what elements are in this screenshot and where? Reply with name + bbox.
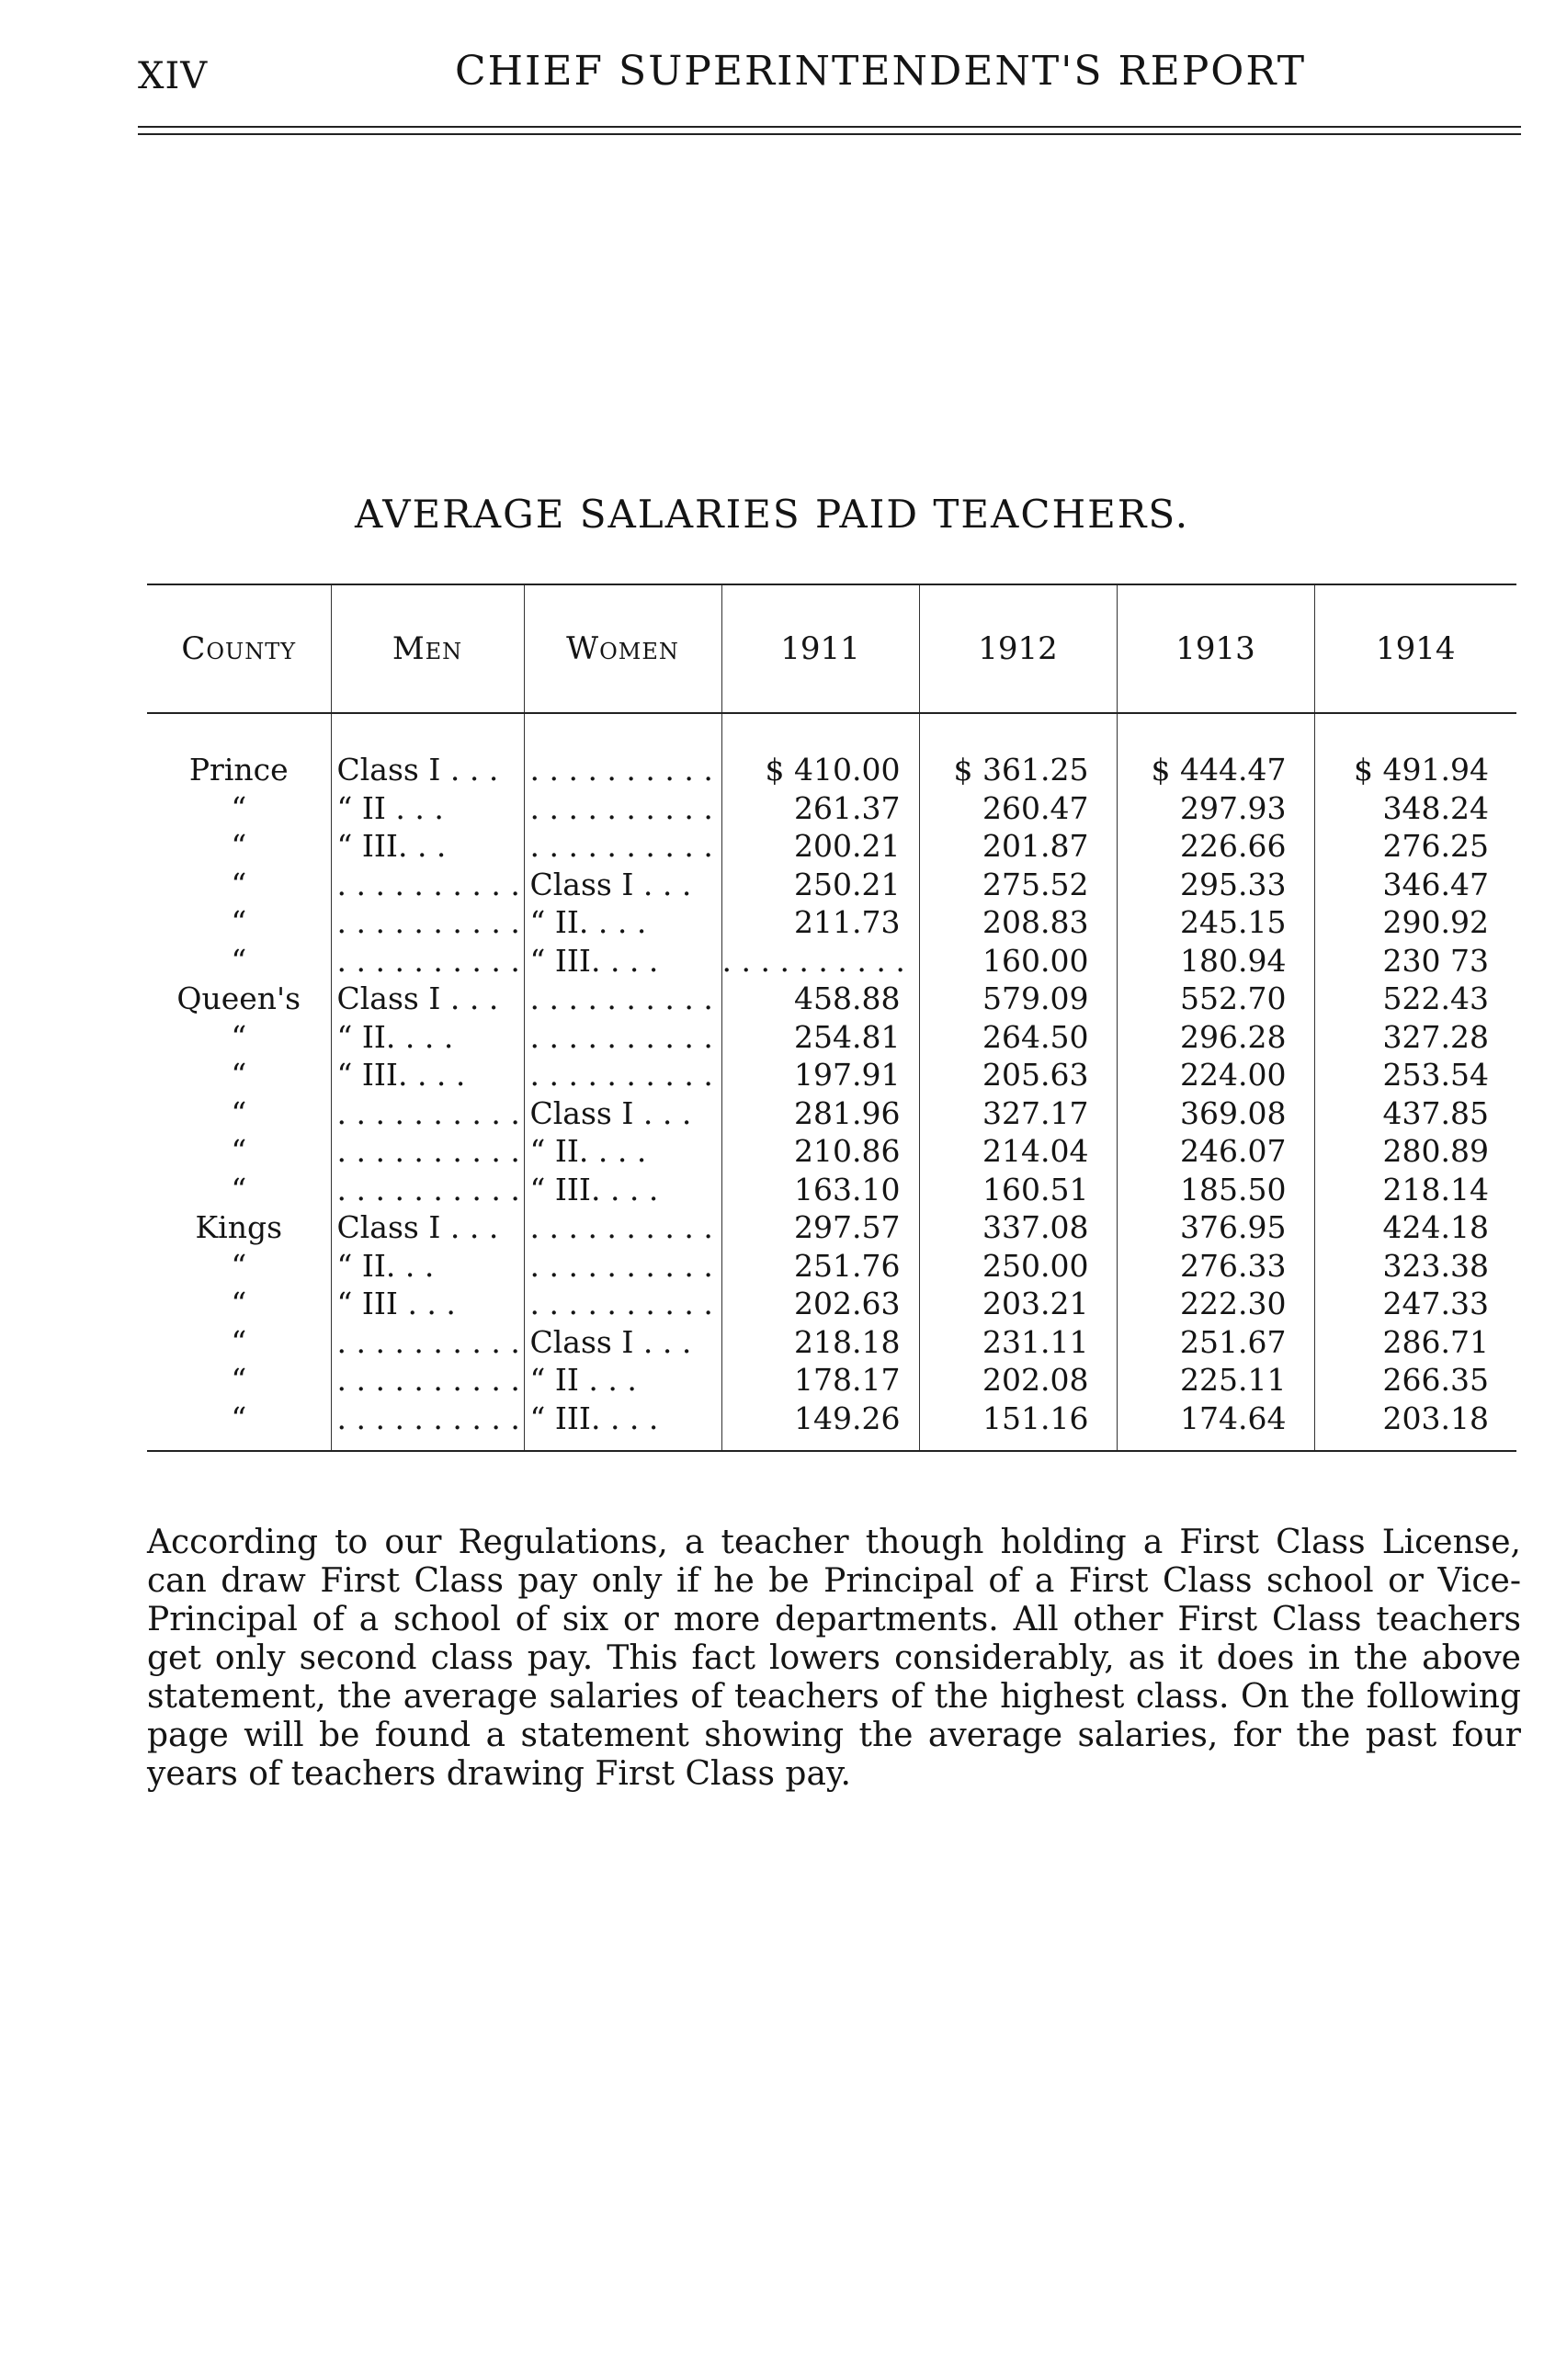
- cell-1911: 197.91: [721, 1056, 919, 1094]
- cell-men: “ II . . .: [331, 789, 524, 828]
- cell-1912: 264.50: [919, 1018, 1117, 1057]
- cell-1912: 250.00: [919, 1247, 1117, 1286]
- table-header-row: [147, 584, 1516, 713]
- table-row: [147, 1094, 1516, 1133]
- salary-table: [147, 584, 1516, 1452]
- header-men: Men: [331, 584, 524, 713]
- cell-1914: 346.47: [1314, 866, 1516, 904]
- cell-1914: 286.71: [1314, 1323, 1516, 1362]
- cell-county: “: [231, 904, 247, 940]
- cell-1914: 203.18: [1314, 1400, 1516, 1452]
- table-row: [147, 1361, 1516, 1400]
- cell-1912: 214.04: [919, 1132, 1117, 1171]
- cell-women: Class I . . .: [524, 1094, 721, 1133]
- cell-county: “: [231, 1094, 247, 1131]
- table-row: [147, 1056, 1516, 1094]
- cell-1913: 295.33: [1117, 866, 1314, 904]
- salary-table-container: [147, 584, 1516, 1452]
- cell-1911: $ 410.00: [721, 713, 919, 789]
- cell-women: . . . . . . . . . .: [524, 789, 721, 828]
- cell-men: . . . . . . . . . .: [331, 1094, 524, 1133]
- cell-1914: 424.18: [1314, 1208, 1516, 1247]
- cell-1912: 160.51: [919, 1171, 1117, 1209]
- cell-1912: 151.16: [919, 1400, 1117, 1452]
- table-row: [147, 1132, 1516, 1171]
- cell-1912: 160.00: [919, 942, 1117, 980]
- header-rule: [138, 126, 1521, 135]
- cell-men: . . . . . . . . . .: [331, 942, 524, 980]
- cell-men: . . . . . . . . . .: [331, 1171, 524, 1209]
- table-row: [147, 1323, 1516, 1362]
- cell-county: Queen's: [176, 980, 301, 1016]
- cell-1912: 275.52: [919, 866, 1117, 904]
- table-row: [147, 789, 1516, 828]
- header-1914: 1914: [1314, 584, 1516, 713]
- cell-women: . . . . . . . . . .: [524, 980, 721, 1018]
- cell-1914: 276.25: [1314, 827, 1516, 866]
- cell-men: Class I . . .: [331, 1208, 524, 1247]
- table-row: [147, 903, 1516, 942]
- cell-men: Class I . . .: [331, 980, 524, 1018]
- cell-1911: 211.73: [721, 903, 919, 942]
- cell-1911: 163.10: [721, 1171, 919, 1209]
- header-women: Women: [524, 584, 721, 713]
- cell-women: “ II . . .: [524, 1361, 721, 1400]
- cell-women: . . . . . . . . . .: [524, 1056, 721, 1094]
- cell-1911: . . . . . . . . . .: [721, 942, 919, 980]
- cell-women: “ III. . . .: [524, 942, 721, 980]
- cell-1912: 231.11: [919, 1323, 1117, 1362]
- cell-1914: 247.33: [1314, 1285, 1516, 1323]
- cell-1913: 297.93: [1117, 789, 1314, 828]
- cell-1911: 200.21: [721, 827, 919, 866]
- table-row: [147, 1018, 1516, 1057]
- cell-1911: 458.88: [721, 980, 919, 1018]
- running-head: [138, 48, 1516, 103]
- cell-women: . . . . . . . . . .: [524, 713, 721, 789]
- cell-1912: 337.08: [919, 1208, 1117, 1247]
- cell-1911: 178.17: [721, 1361, 919, 1400]
- table-row: [147, 827, 1516, 866]
- cell-men: . . . . . . . . . .: [331, 1361, 524, 1400]
- header-1912: 1912: [919, 584, 1117, 713]
- cell-county: “: [231, 1171, 247, 1207]
- cell-1914: 323.38: [1314, 1247, 1516, 1286]
- table-row: [147, 866, 1516, 904]
- cell-1911: 202.63: [721, 1285, 919, 1323]
- cell-1912: $ 361.25: [919, 713, 1117, 789]
- cell-county: “: [231, 1018, 247, 1055]
- table-row: [147, 1171, 1516, 1209]
- cell-1913: 222.30: [1117, 1285, 1314, 1323]
- cell-1913: 251.67: [1117, 1323, 1314, 1362]
- table-body: [147, 713, 1516, 1451]
- cell-1912: 208.83: [919, 903, 1117, 942]
- cell-1912: 202.08: [919, 1361, 1117, 1400]
- cell-women: . . . . . . . . . .: [524, 1208, 721, 1247]
- cell-1912: 205.63: [919, 1056, 1117, 1094]
- table-row: [147, 713, 1516, 789]
- table-row: [147, 1208, 1516, 1247]
- cell-women: . . . . . . . . . .: [524, 1247, 721, 1286]
- cell-1913: 185.50: [1117, 1171, 1314, 1209]
- cell-1911: 261.37: [721, 789, 919, 828]
- cell-1914: 253.54: [1314, 1056, 1516, 1094]
- cell-1914: 280.89: [1314, 1132, 1516, 1171]
- body-paragraph: According to our Regulations, a teacher though holding a First Class License, can draw First Class pay only if he be Principal of a First Class school or Vice-Principal of a school of six or more departments. All other First Class teachers get only second class pay. This fact lowers considerably, as it does in the above statement, the average salaries of teachers of the highest class. On the following page will be found a statement showing the average salaries, for the past four years of teachers drawing First Class pay.: [147, 1524, 1521, 1793]
- cell-men: . . . . . . . . . .: [331, 1323, 524, 1362]
- table-row: [147, 942, 1516, 980]
- cell-1913: 224.00: [1117, 1056, 1314, 1094]
- cell-women: Class I . . .: [524, 866, 721, 904]
- cell-1911: 250.21: [721, 866, 919, 904]
- cell-1911: 210.86: [721, 1132, 919, 1171]
- cell-1913: 226.66: [1117, 827, 1314, 866]
- cell-county: Prince: [188, 752, 289, 788]
- cell-women: “ II. . . .: [524, 903, 721, 942]
- cell-men: Class I . . .: [331, 713, 524, 789]
- cell-county: “: [231, 1247, 247, 1284]
- cell-county: “: [231, 789, 247, 826]
- cell-men: . . . . . . . . . .: [331, 903, 524, 942]
- cell-1913: 276.33: [1117, 1247, 1314, 1286]
- cell-1911: 149.26: [721, 1400, 919, 1452]
- cell-1914: 266.35: [1314, 1361, 1516, 1400]
- cell-1911: 254.81: [721, 1018, 919, 1057]
- cell-1913: 369.08: [1117, 1094, 1314, 1133]
- cell-1913: 174.64: [1117, 1400, 1314, 1452]
- cell-1913: 246.07: [1117, 1132, 1314, 1171]
- cell-women: “ III. . . .: [524, 1171, 721, 1209]
- cell-1913: $ 444.47: [1117, 713, 1314, 789]
- cell-1914: 437.85: [1314, 1094, 1516, 1133]
- cell-1912: 203.21: [919, 1285, 1117, 1323]
- cell-1914: $ 491.94: [1314, 713, 1516, 789]
- cell-1911: 297.57: [721, 1208, 919, 1247]
- cell-1913: 296.28: [1117, 1018, 1314, 1057]
- cell-women: . . . . . . . . . .: [524, 1285, 721, 1323]
- cell-women: “ III. . . .: [524, 1400, 721, 1452]
- cell-county: “: [231, 1323, 247, 1360]
- cell-1912: 579.09: [919, 980, 1117, 1018]
- cell-county: “: [231, 1286, 247, 1321]
- page-number: XIV: [138, 55, 209, 97]
- cell-men: “ III. . .: [331, 827, 524, 866]
- cell-1911: 251.76: [721, 1247, 919, 1286]
- cell-1914: 290.92: [1314, 903, 1516, 942]
- cell-men: “ III . . .: [331, 1285, 524, 1323]
- cell-1913: 180.94: [1117, 942, 1314, 980]
- cell-men: “ II. . . .: [331, 1018, 524, 1057]
- cell-1912: 260.47: [919, 789, 1117, 828]
- cell-1914: 327.28: [1314, 1018, 1516, 1057]
- header-1911: 1911: [721, 584, 919, 713]
- table-row: [147, 1400, 1516, 1452]
- cell-women: . . . . . . . . . .: [524, 1018, 721, 1057]
- cell-1913: 225.11: [1117, 1361, 1314, 1400]
- cell-1912: 327.17: [919, 1094, 1117, 1133]
- cell-1914: 230 73: [1314, 942, 1516, 980]
- table-row: [147, 1285, 1516, 1323]
- header-county: County: [147, 584, 331, 713]
- cell-1914: 348.24: [1314, 789, 1516, 828]
- cell-1911: 281.96: [721, 1094, 919, 1133]
- cell-men: . . . . . . . . . .: [331, 1400, 524, 1452]
- cell-men: “ III. . . .: [331, 1056, 524, 1094]
- table-row: [147, 980, 1516, 1018]
- header-title: CHIEF SUPERINTENDENT'S REPORT: [455, 48, 1307, 95]
- cell-women: “ II. . . .: [524, 1132, 721, 1171]
- cell-1912: 201.87: [919, 827, 1117, 866]
- cell-1914: 218.14: [1314, 1171, 1516, 1209]
- cell-county: “: [231, 1057, 247, 1093]
- cell-county: “: [231, 828, 247, 864]
- cell-1913: 376.95: [1117, 1208, 1314, 1247]
- cell-men: . . . . . . . . . .: [331, 866, 524, 904]
- cell-county: “: [147, 1400, 331, 1452]
- cell-county: “: [231, 942, 247, 979]
- cell-1913: 552.70: [1117, 980, 1314, 1018]
- cell-county: “: [231, 1362, 247, 1398]
- cell-women: . . . . . . . . . .: [524, 827, 721, 866]
- cell-1911: 218.18: [721, 1323, 919, 1362]
- cell-women: Class I . . .: [524, 1323, 721, 1362]
- table-title: AVERAGE SALARIES PAID TEACHERS.: [354, 492, 1190, 537]
- header-1913: 1913: [1117, 584, 1314, 713]
- cell-men: “ II. . .: [331, 1247, 524, 1286]
- cell-county: Kings: [195, 1209, 283, 1245]
- cell-1913: 245.15: [1117, 903, 1314, 942]
- cell-men: . . . . . . . . . .: [331, 1132, 524, 1171]
- cell-1914: 522.43: [1314, 980, 1516, 1018]
- cell-county: “: [231, 866, 247, 902]
- cell-county: “: [231, 1133, 247, 1169]
- table-row: [147, 1247, 1516, 1286]
